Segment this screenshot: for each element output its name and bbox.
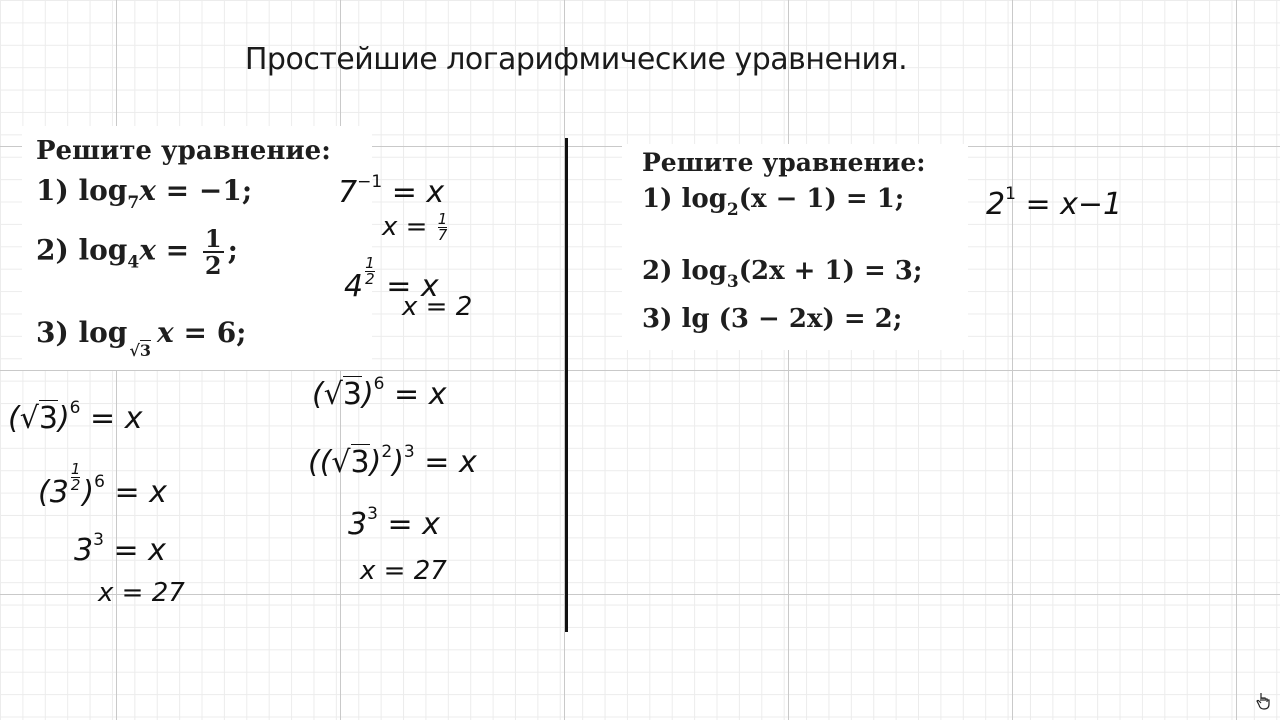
note-x-eq-2: x = 2 — [402, 292, 473, 322]
eq-number: 2) — [642, 256, 673, 286]
eq-tail: ; — [227, 233, 238, 267]
note-x-eq-27-right: x = 27 — [360, 556, 447, 586]
log-word: log — [681, 256, 727, 286]
eq-number: 1) — [36, 174, 69, 207]
hand-pointer-icon — [1256, 692, 1272, 710]
variable: x — [139, 233, 156, 267]
note-3-pow-half-pow6: (3 $\frac{1}{2}$ )$^6$ = x — [38, 460, 167, 510]
right-equation-2 — [642, 256, 922, 292]
right-task-header: Решите уравнение: — [642, 148, 926, 177]
left-equation-2: 2) $\log_4x$ = $\frac{1}{2}$ ; — [36, 224, 238, 281]
note-7-pow: $7^{-1} = x$ — [338, 172, 445, 210]
eq-number: 2) — [36, 233, 69, 267]
left-equation-3: 3) log√3x = 6; — [36, 316, 247, 360]
log-word: lg — [681, 304, 710, 334]
eq-number: 3) — [642, 304, 673, 334]
eq-argument: (3 − 2x) = 2; — [718, 304, 903, 334]
right-equation-3 — [642, 304, 902, 334]
left-task-header: Решите уравнение: — [36, 136, 331, 166]
eq-argument: (2x + 1) = 3; — [738, 256, 923, 286]
log-base: 3 — [726, 272, 739, 292]
page-title: Простейшие логарифмические уравнения. — [244, 42, 908, 77]
log-base: 7 — [127, 193, 140, 213]
eq-argument: (x − 1) = 1; — [738, 184, 905, 214]
log-word: log — [681, 184, 727, 214]
eq-number: 1) — [642, 184, 673, 214]
left-equation-1: 1) $\log_7x = -1$; — [36, 174, 253, 213]
note-sqrt3-pow6-right: $(√3)^6 = x$ — [312, 374, 447, 412]
sqrt-base: √3 — [129, 341, 152, 360]
fraction: $\frac{1}{2}$ — [204, 224, 222, 281]
note-4-pow-half: 4 $\frac{1}{2}$ = x — [344, 254, 439, 304]
note-3-cubed-right: $3^3 = x$ — [348, 504, 440, 542]
variable: x — [139, 174, 156, 207]
note-x-eq-27-left: x = 27 — [98, 578, 185, 608]
left-task-card — [22, 126, 372, 370]
note-nested-power: $((√3)^2)^3 = x$ — [308, 442, 477, 480]
note-sqrt3-pow6: $(√3)^6 = x$ — [8, 398, 143, 436]
log-base: 2 — [726, 200, 739, 220]
note-x-one-seventh: x = $\frac{1}{7}$ — [382, 210, 448, 244]
eq-number: 3) — [36, 316, 69, 349]
eq-rhs: = −1; — [165, 174, 253, 207]
column-divider — [565, 138, 568, 632]
eq-rhs: = 6; — [183, 316, 247, 349]
log-base: 4 — [127, 252, 140, 273]
note-3-cubed: $3^3 = x$ — [74, 530, 166, 568]
right-task-card — [622, 144, 968, 350]
variable: x — [157, 316, 174, 349]
right-equation-1 — [642, 184, 904, 220]
note-2-pow-1: $2^1 = x-1$ — [986, 184, 1123, 222]
